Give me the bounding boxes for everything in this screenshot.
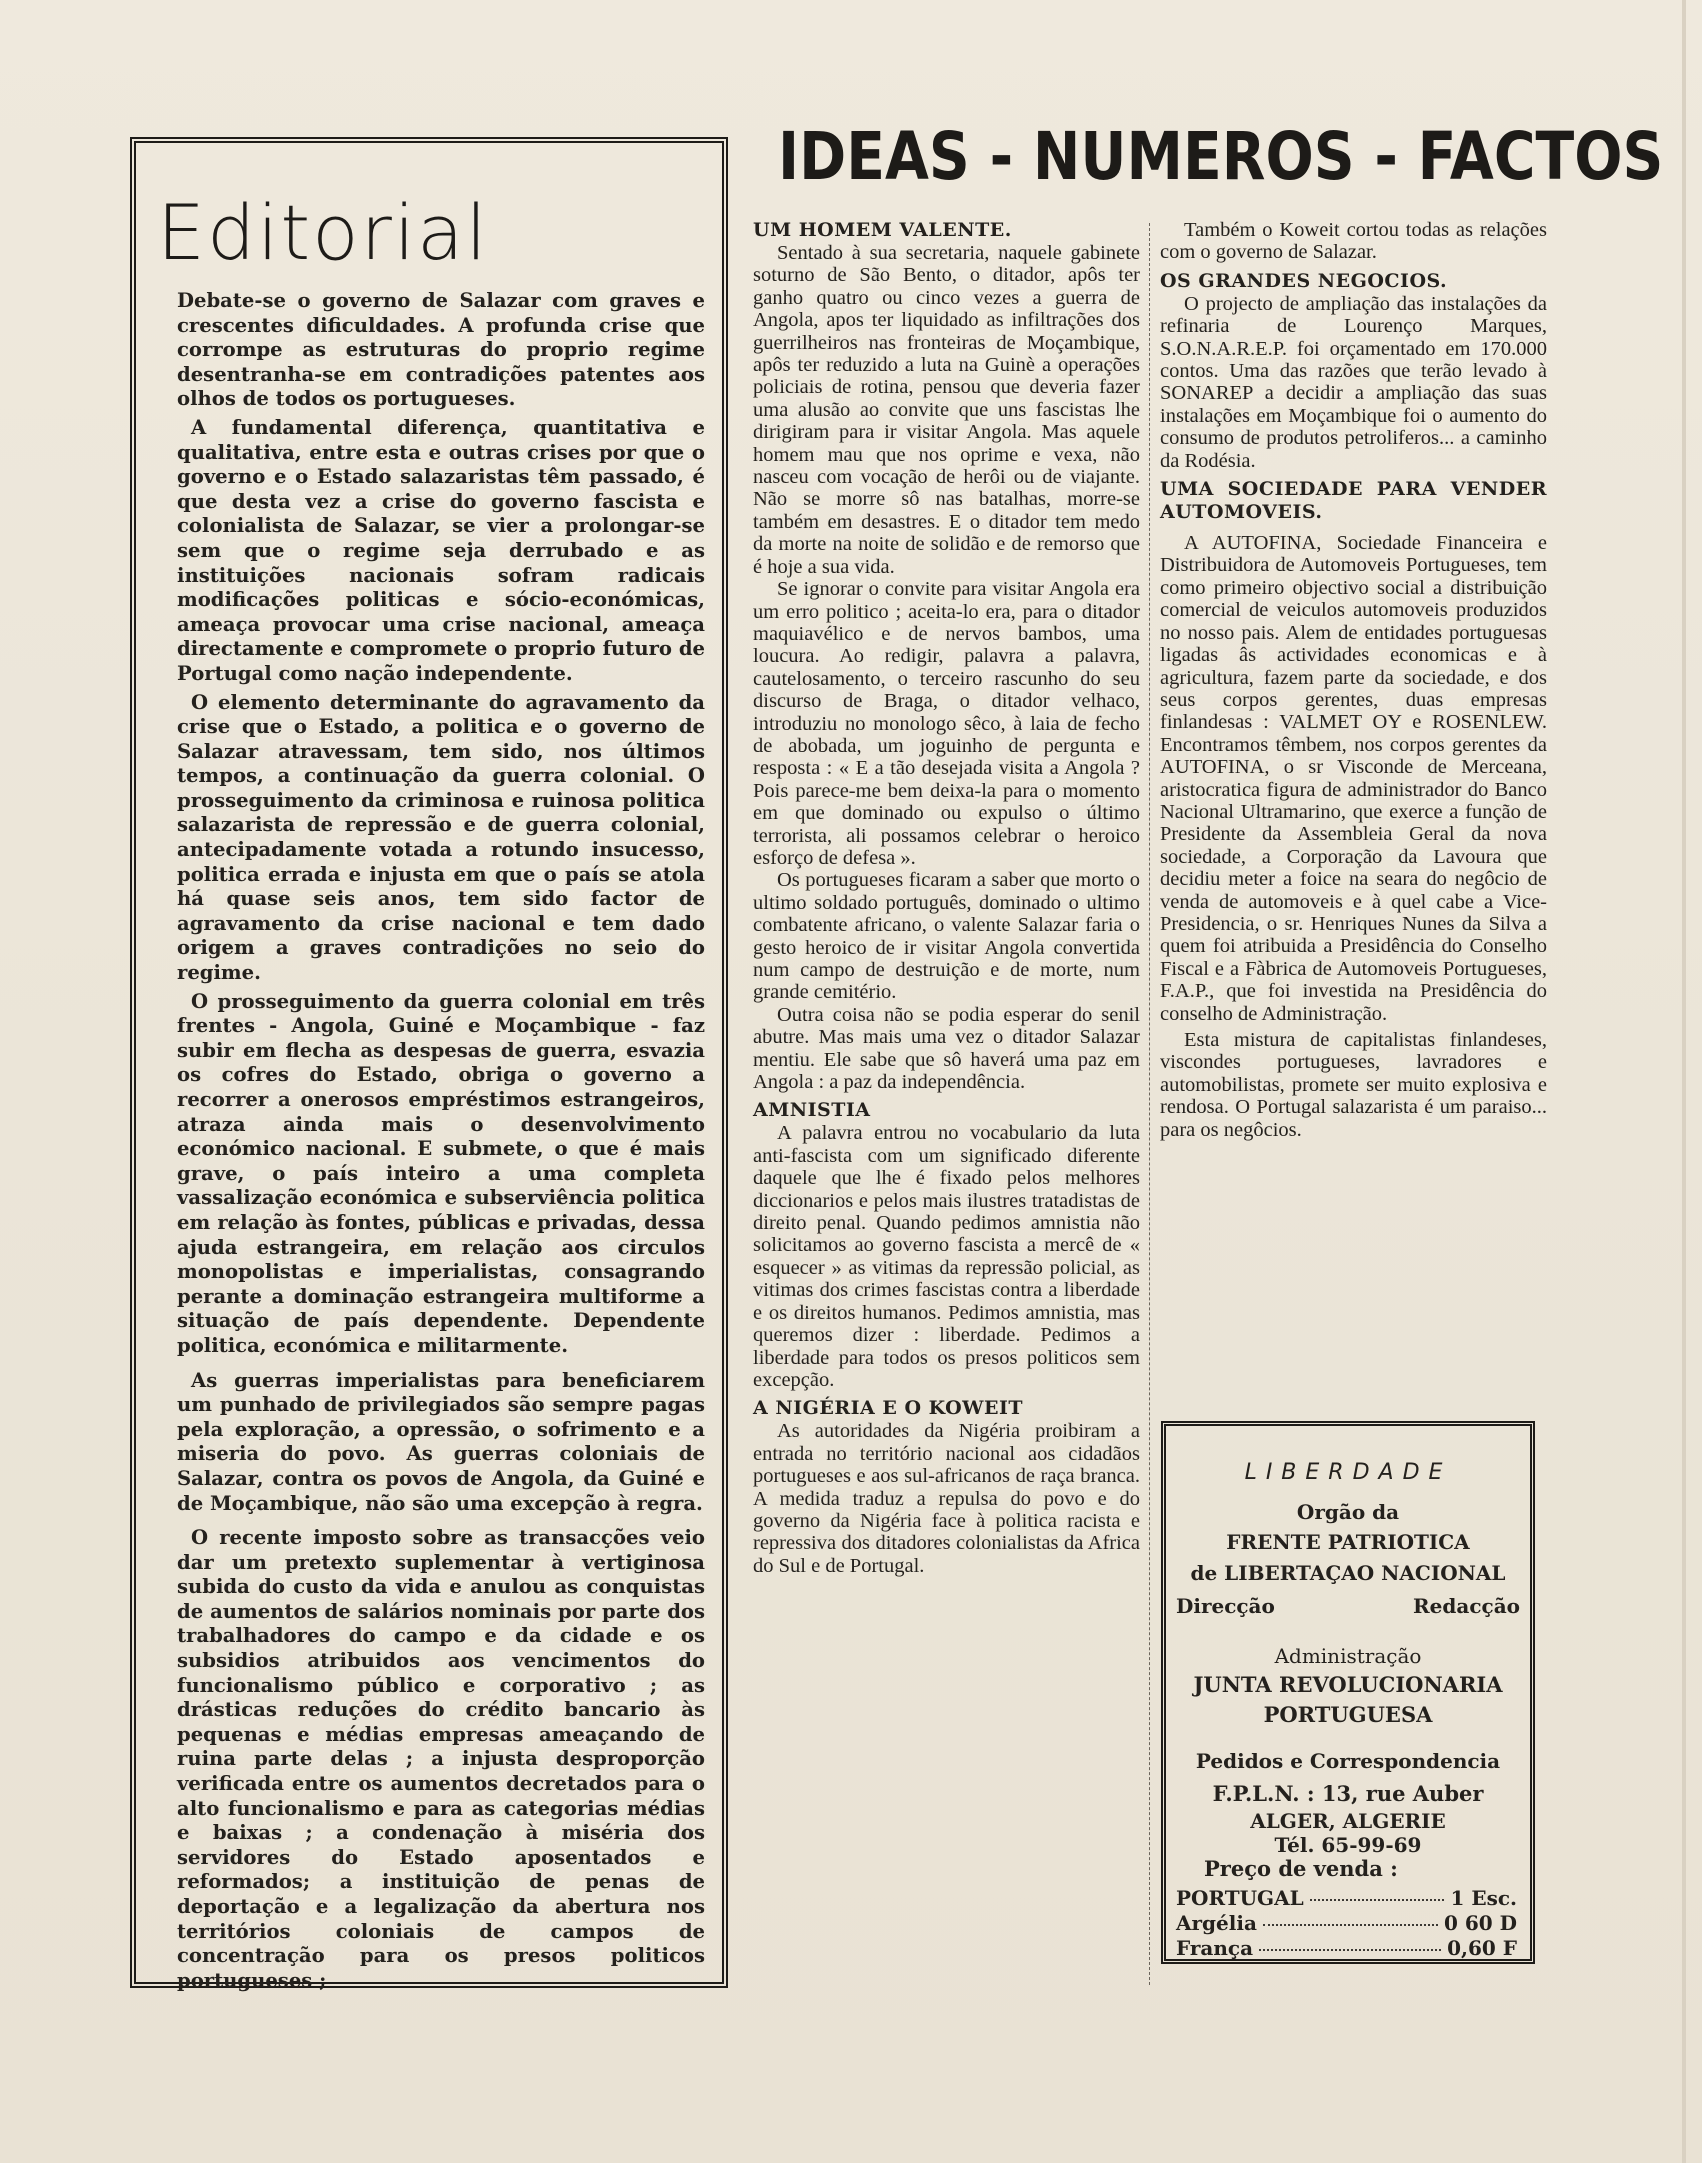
address-city: ALGER, ALGERIE	[1250, 1809, 1446, 1833]
price-country: PORTUGAL	[1176, 1886, 1304, 1910]
article-paragraph: Se ignorar o convite para visitar Angola era um erro politico ; aceita-lo era, para o ditador maquiavélico e de nervos bambos, uma loucura. Ao redigir, palavra a palavra, cautelosamento, o terceiro rascunho do seu discurso de Braga, o ditador velhaco, introduziu no monologo sêco, à laia de fecho de abobada, um joguinho de pergunta e resposta : « E a tão desejada visita a Angola ? Pois parece-me bem deixa-la para o momento em que dominado ou expulso o último terrorista, ali possamos celebrar o heroico esforço de defesa ».	[753, 578, 1140, 869]
article-paragraph: Outra coisa não se podia esperar do senil abutre. Mas mais uma vez o ditador Salazar mentiu. Ele sabe que sô haverá uma paz em Angola : a paz da independência.	[753, 1003, 1140, 1094]
masthead-line: PORTUGUESA	[1263, 1702, 1433, 1727]
price-value: 1 Esc.	[1450, 1886, 1517, 1910]
price-row	[1176, 1911, 1517, 1935]
article-paragraph: Esta mistura de capitalistas finlandeses, viscondes portugueses, lavradores e automobilistas, promete ser muito explosiva e rendosa. O Portugal salazarista é um paraiso... para os negôcios.	[1160, 1029, 1547, 1141]
article-paragraph: A palavra entrou no vocabulario da luta anti-fascista com um significado diferente daquele que lhe é fixado pelos melhores diccionarios e pelos mais ilustres tratadistas de direito penal. Quando pedimos amnistia não solicitamos ao governo fascista a mercê de « esquecer » as vitimas da repressão policial, as vitimas dos crimes fascistas contra a liberdade e os direitos humanos. Pedimos amnistia, mas queremos dizer : liberdade. Pedimos a liberdade para todos os presos politicos sem excepção.	[753, 1122, 1140, 1391]
price-country: Argélia	[1176, 1911, 1257, 1935]
price-dots	[1259, 1949, 1441, 1951]
column-divider	[1149, 223, 1150, 1985]
editorial-paragraph: As guerras imperialistas para beneficiarem um punhado de privilegiados são sempre pagas pela exploração, a opressão, o sofrimento e a miseria do povo. As guerras coloniais de Salazar, contra os povos de Angola, da Guiné e de Moçambique, não são uma excepção à regra.	[177, 1368, 705, 1515]
section-heading: AMNISTIA	[753, 1099, 871, 1122]
price-value: 0,60 F	[1447, 1936, 1517, 1960]
masthead-line	[1166, 1809, 1530, 1857]
editorial-paragraph: A fundamental diferença, quantitativa e qualitativa, entre esta e outras crises por que o governo e o Estado salazaristas têm passado, é que desta vez a crise do governo fascista e colonialista de Salazar, se vier a prolongar-se sem que o regime seja derrubado e as instituições nacionais sofram radicais modificações politicas e sócio-económicas, ameaça provocar uma crise nacional, ameaça directamente e compromete o proprio futuro de Portugal como nação independente.	[177, 415, 705, 685]
masthead-line: Orgão da	[1296, 1500, 1400, 1524]
masthead-title: LIBERDADE	[1244, 1460, 1452, 1485]
editorial-paragraph: O elemento determinante do agravamento da crise que o Estado, a politica e o governo de Salazar atravessam, tem sido, nos últimos tempos, a continuação da guerra colonial. O prosseguimento da criminosa e ruinosa politica salazarista de repressão e de guerra colonial, antecipadamente votada a rotundo insucesso, politica errada e injusta em que o país se atola há quase seis anos, tem sido factor de agravamento da crise nacional e tem dado origem a graves contradições no seio do regime.	[177, 690, 705, 985]
address-phone: Tél. 65-99-69	[1274, 1833, 1422, 1857]
news-column-left	[753, 219, 1140, 1989]
section-heading: A NIGÉRIA E O KOWEIT	[753, 1397, 1024, 1420]
price-dots	[1263, 1924, 1438, 1926]
page-fold-edge	[1682, 0, 1686, 2163]
masthead-direction-row	[1176, 1594, 1520, 1618]
price-country: França	[1176, 1936, 1254, 1960]
news-column-right	[1160, 219, 1547, 1141]
price-row	[1176, 1936, 1517, 1960]
section-heading: UMA SOCIEDADE PARA VENDER AUTOMOVEIS.	[1160, 478, 1547, 524]
article-paragraph: Também o Koweit cortou todas as relações com o governo de Salazar.	[1160, 219, 1547, 264]
price-label: Preço de venda :	[1204, 1856, 1398, 1881]
masthead-info-box	[1161, 1421, 1535, 1964]
section-heading: OS GRANDES NEGOCIOS.	[1160, 269, 1448, 292]
page-headline: IDEAS - NUMEROS - FACTOS	[778, 118, 1664, 195]
article-paragraph: As autoridades da Nigéria proibiram a entrada no território nacional aos cidadãos portugueses e aos sul-africanos de raça branca. A medida traduz a repulsa do povo e do governo da Nigéria face à politica racista e repressiva dos ditadores colonialistas da Africa do Sul e de Portugal.	[753, 1420, 1140, 1577]
editorial-title: Editorial	[157, 188, 489, 277]
masthead-line: F.P.L.N. : 13, rue Auber	[1212, 1781, 1484, 1806]
price-row	[1176, 1886, 1517, 1910]
price-value: 0 60 D	[1443, 1911, 1517, 1935]
editorial-body	[177, 289, 705, 1997]
editorial-paragraph: O prosseguimento da guerra colonial em três frentes - Angola, Guiné e Moçambique - faz subir em flecha as despesas de guerra, esvazia os cofres do Estado, obriga o governo a recorrer a onerosos empréstimos estrangeiros, atraza ainda mais o desenvolvimento económico nacional. E submete, o que é mais grave, o país inteiro a uma completa vassalização económica e subserviência politica em relação às fontes, públicas e privadas, dessa ajuda estrangeira, em relação aos circulos monopolistas e imperialistas, consagrando perante a dominação estrangeira multiforme a situação de país dependente. Dependente politica, económica e militarmente.	[177, 989, 705, 1357]
masthead-line: JUNTA REVOLUCIONARIA	[1193, 1672, 1503, 1697]
masthead-line: Pedidos e Correspondencia	[1195, 1749, 1501, 1773]
editorial-paragraph: Debate-se o governo de Salazar com graves e crescentes dificuldades. A profunda crise que corrompe as estruturas do proprio regime desentranha-se em contradições patentes aos olhos de todos os portugueses.	[177, 289, 705, 411]
masthead-line: de LIBERTAÇAO NACIONAL	[1190, 1561, 1506, 1585]
article-paragraph: Os portugueses ficaram a saber que morto o ultimo soldado português, dominado o ultimo combatente africano, o valente Salazar faria o gesto heroico de ir visitar Angola convertida num campo de destruição e de morte, num grande cemitério.	[753, 869, 1140, 1004]
editorial-box	[130, 137, 728, 1992]
article-paragraph: A AUTOFINA, Sociedade Financeira e Distribuidora de Automoveis Portugueses, tem como primeiro objectivo social a distribuição comercial de veiculos automoveis produzidos no nosso pais. Alem de entidades portuguesas ligadas âs actividades economicas e à agricultura, fazem parte da sociedade, e dos seus corpos gerentes, duas empresas finlandesas : VALMET OY e ROSENLEW. Encontramos têmbem, nos corpos gerentes da AUTOFINA, o sr Visconde de Merceana, aristocratica figura de administrador do Banco Nacional Ultramarino, que exerce a função de Presidente da Assembleia Geral da nova sociedade, a Corporação da Lavoura que decidiu meter a foice na seara do negôcio de venda de automoveis e à quel cabe a Vice-Presidencia, o sr. Henriques Nunes da Silva a quem foi atribuida a Presidência do Conselho Fiscal e a Fàbrica de Automoveis Portugueses, F.A.P., que foi investida na Presidência do conselho de Administração.	[1160, 532, 1547, 1025]
section-heading: UM HOMEM VALENTE.	[753, 219, 1012, 241]
price-dots	[1310, 1899, 1445, 1901]
article-paragraph: Sentado à sua secretaria, naquele gabinete soturno de São Bento, o ditador, apôs ter ganho quatro ou cinco vezes a guerra de Angola, apos ter liquidado as infiltrações dos guerrilheiros nas fronteiras de Moçambique, apôs ter reduzido a luta na Guinè a operações policiais de rotina, pensou que deveria fazer uma alusão ao convite que uns fascistas lhe dirigiram para ir visitar Angola. Mas aquele homem mau que nos oprime e vexa, não nasceu com vocação de herôi ou de viajante. Não se morre sô nas batalhas, morre-se também em desastres. E o ditador tem medo da morte na noite de solidão e de remorso que é hoje a sua vida.	[753, 242, 1140, 578]
direccao-label: Direcção	[1176, 1594, 1275, 1618]
article-paragraph: O projecto de ampliação das instalações da refinaria de Lourenço Marques, S.O.N.A.R.E.P. foi orçamentado em 170.000 contos. Uma das razões que terão levado à SONAREP a decidir a ampliação das suas instalações em Moçambique foi o aumento do consumo de produtos petroliferos... a caminho da Rodésia.	[1160, 292, 1547, 472]
redaccao-label: Redacção	[1413, 1594, 1520, 1618]
editorial-paragraph: O recente imposto sobre as transacções veio dar um pretexto suplementar à vertiginosa subida do custo da vida e anulou as conquistas de aumentos de salários nominais por parte dos trabalhadores do campo e da cidade e os subsidios atribuidos aos vencimentos do funcionalismo público e corporativo ; as drásticas reduções do crédito bancario às pequenas e médias empresas ameaçando de ruina parte delas ; a injusta desproporção verificada entre os aumentos decretados para o alto funcionalismo e para as categorias médias e baixas ; a condenação à miséria dos servidores do Estado aposentados e reformados; a instituição de penas de deportação e a legalização da abertura nos territórios coloniais de campos de concentração para os presos politicos portugueses ;	[177, 1526, 705, 1992]
masthead-line: FRENTE PATRIOTICA	[1226, 1530, 1470, 1554]
masthead-line: Administração	[1274, 1644, 1422, 1668]
